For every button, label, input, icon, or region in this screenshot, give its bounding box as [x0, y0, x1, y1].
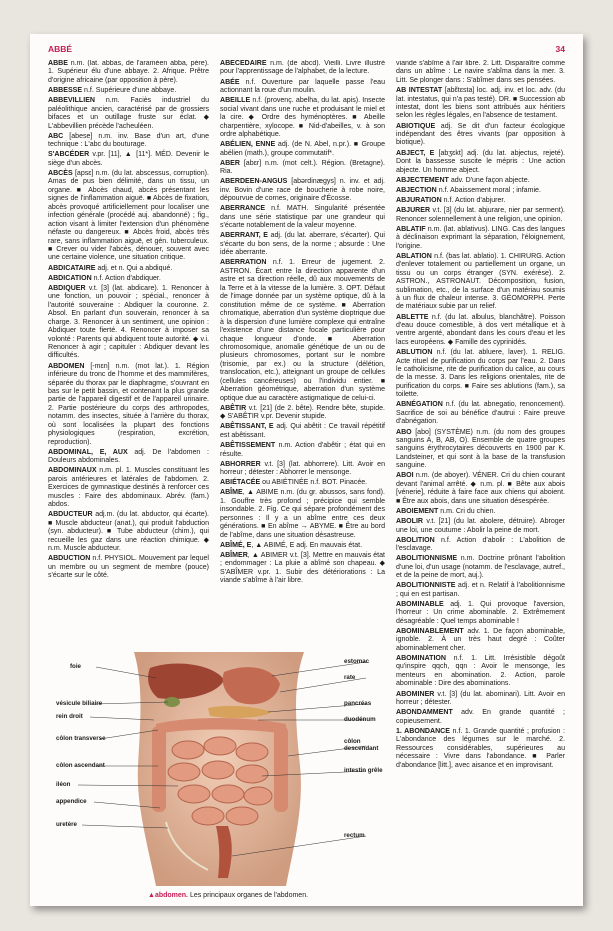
label-gallbladder: vésicule biliaire	[56, 700, 103, 707]
dictionary-entry	[396, 226, 565, 251]
dictionary-entry	[396, 123, 565, 148]
entry-definition: n.m. pl. 1. Muscles constituant les parois antérieures et latérales de l'abdomen. 2. Exercices de gymnastique destinés à renforcer ces muscles : Faire des abdominaux. Abrév. (fam.) abdos.	[48, 467, 209, 509]
entry-definition: n.m. (de aboyer). VÉNER. Cri du chien courant devant l'animal arrêté. ◆ n.m. pl. ■ Bête aux abois [vénerie], réduite à faire face aux chiens qui aboient. ■ Être aux abois, dans une situation désespérée.	[396, 472, 565, 505]
dictionary-entry	[220, 205, 385, 230]
entry-headword: ABJURER	[396, 207, 431, 215]
entry-headword: AB INTESTAT	[396, 87, 443, 95]
dictionary-entry	[396, 187, 565, 195]
entry-headword: ABC	[48, 132, 64, 140]
entry-definition: ou ABIÉTINÉE n.f. BOT. Pinacée.	[260, 479, 368, 487]
dictionary-entry	[48, 97, 209, 131]
entry-headword: ABLETTE	[396, 313, 429, 321]
entry-headword: ABBÉ	[48, 60, 68, 67]
entry-definition: v.t. [3] (du lat. abominari). Litt. Avoir en horreur ; détester.	[396, 690, 565, 706]
label-rectum: rectum	[344, 832, 365, 839]
entry-definition: n.f. (du lat. abluere, laver). 1. RELIG. Acte rituel de purification du corps par l'eau. 2. Dans le catholicisme, rite de purification du calice, au cours de la messe. 3. Dans les religions orientales, rite de purification du corps. ■ Faire ses ablutions (fam.), sa toilette.	[396, 349, 565, 399]
entry-definition: , ▲ ABIME n.m. (du gr. abussos, sans fond). 1. Gouffre très profond ; précipice qui semble insondable. 2. Fig. Ce qui sépare profondément des personnes : Il y a un abîme entre ces deux générations. ■ En abîme → ABYME. ■ Être au bord de l'abîme, dans une situation désastreuse.	[220, 489, 385, 539]
entry-headword: ABÊTIR	[220, 404, 247, 412]
entry-headword: ABOMINABLEMENT	[396, 627, 464, 635]
entry-headword: ABERRATION	[220, 259, 267, 267]
entry-headword: ABOLITIONNISME	[396, 555, 458, 563]
label-descending-colon: côlon descendant	[344, 738, 379, 752]
entry-headword: ABOMINABLE	[396, 600, 444, 608]
entry-definition: n.f. 1. Grande quantité ; profusion : L'abondance des légumes sur le marché. 2. Ressources considérables, supérieures au nécessaire : Vivre dans l'abondance. ■ Parler d'abondance [litt.], avec aisance et en improvisant.	[396, 727, 565, 769]
dictionary-entry	[48, 133, 209, 150]
dictionary-entry	[396, 401, 565, 426]
entry-headword: ABLATION	[396, 252, 432, 260]
entry-definition: n.f. Abaissement moral ; infamie.	[436, 186, 541, 194]
dictionary-entry	[220, 259, 385, 403]
dictionary-entry	[396, 150, 565, 175]
dictionary-entry	[220, 60, 385, 77]
entry-headword: ABIÉTACÉE	[220, 479, 261, 487]
entry-headword: 1. ABONDANCE	[396, 727, 450, 735]
entry-definition: n.f. (du lat. albulus, blanchâtre). Poisson d'eau douce comestible, à dos vert métallique et à ventre argenté, abondant dans les cours d'eau et les lacs européens. ◆ Famille des cyprinidés.	[396, 313, 565, 346]
dictionary-entry	[396, 314, 565, 348]
dictionary-entry	[220, 160, 385, 177]
dictionary-entry	[220, 461, 385, 478]
entry-definition: v.t. [3] (lat. abdicare). 1. Renoncer à une fonction, un pouvoir ; spécial., renoncer à l'autorité souveraine : Abdiquer la couronne. 2. Absol. En parlant d'un souverain, renoncer à sa charge. 3. Renoncer à un sentiment, une opinion : Abdiquer toute fierté. 4. Renoncer à imposer sa volonté : Parents qui abdiquent toute autorité. ◆ v.i. Renoncer à agir ; capituler : Abdiquer devant les difficultés.	[48, 284, 209, 360]
dictionary-entry	[396, 349, 565, 400]
entry-headword: ABOLITION	[396, 536, 435, 544]
entry-definition: v.t. [3] (du lat. abjurare, nier par serment). Renoncer solennellement à une religion, une opinion.	[396, 207, 565, 223]
entry-headword: ABÎMÉ, E	[220, 541, 252, 549]
dictionary-entry	[396, 628, 565, 653]
entry-definition: [abɛr] n.m. (mot celt.). Région. (Bretagne). Ria.	[220, 159, 385, 176]
dictionary-entry	[396, 207, 565, 224]
entry-definition: n.f. Action d'abdiquer.	[91, 274, 161, 282]
entry-headword: ABEILLE	[220, 97, 251, 105]
entry-definition: adj. 1. Qui provoque l'aversion, l'horreur : Un crime abominable. 2. Extrêmement désagréable : Quel temps abominable !	[396, 600, 565, 625]
entry-headword: ABHORRER	[220, 460, 261, 468]
dictionary-entry	[48, 151, 209, 168]
dictionary-entry	[396, 253, 565, 312]
entry-headword: ABDICATION	[48, 274, 92, 282]
dictionary-entry	[48, 285, 209, 361]
entry-definition: [apsɛ] n.m. (du lat. abscessus, corruption). Amas de pus bien délimité, dans un tissu, un organe. ■ Abcès chaud, abcès présentant les signes de l'inflammation aiguë. ■ Abcès de fixation, abcès provoqué artificiellement pour localiser une infection générale (procédé auj. abandonné) ; fig., action visant à limiter l'extension d'un phénomène néfaste ou dangereux. ■ Abcès froid, abcès très rare, sans inflammation aiguë, et gén. tuberculeux. ■ Crever ou vider l'abcès, dénouer, souvent avec une certaine violence, une situation critique.	[48, 169, 209, 262]
running-header	[48, 44, 565, 58]
dictionary-entry	[220, 232, 385, 257]
dictionary-entry	[220, 442, 385, 459]
entry-headword: ABERRANCE	[220, 205, 266, 213]
entry-definition: v.t. [21] (du lat. abolere, détruire). Abroger une loi, une coutume : Abolir la peine de mort.	[396, 518, 565, 534]
entry-definition: adv. En grande quantité ; copieusement.	[396, 709, 565, 725]
dictionary-entry	[48, 87, 209, 95]
entry-definition: n.m. (de abcd). Vieilli. Livre illustré pour l'apprentissage de l'alphabet, de la lecture.	[220, 60, 385, 76]
entry-headword: ABDOMINAL, E, AUX	[48, 448, 128, 456]
caption-triangle-icon: ▲	[148, 892, 155, 899]
entry-headword: ABJECT, E	[396, 149, 435, 157]
entry-definition: n.m. (lat. ablativus). LING. Cas des langues à déclinaison exprimant la séparation, l'éloignement, l'origine.	[396, 225, 565, 250]
entry-headword: ABDOMINAUX	[48, 467, 97, 475]
dictionary-entry	[396, 508, 565, 516]
entry-definition: [abʒɛkt] adj. (du lat. abjectus, rejeté). Dont la bassesse suscite le mépris : Une action abjecte. Un homme abject.	[396, 149, 565, 174]
dictionary-entry	[48, 363, 209, 448]
entry-definition: [abese] n.m. inv. Base d'un art, d'une technique : L'abc du bouturage.	[48, 132, 209, 149]
dictionary-entry	[396, 177, 565, 185]
label-stomach: estomac	[344, 658, 370, 665]
dictionary-entry	[396, 60, 565, 85]
entry-headword: ABÎME	[220, 489, 243, 497]
entry-definition: n.f. PHYSIOL. Mouvement par lequel un membre ou un segment de membre (pouce) s'écarte sur le côté.	[48, 555, 209, 580]
entry-definition: adj. De l'abdomen : Douleurs abdominales.	[48, 448, 209, 465]
column-3	[396, 60, 565, 896]
entry-definition: adj. (du lat. aberrare, s'écarter). Qui s'écarte du bon sens, de la norme ; absurde : Une idée aberrante.	[220, 232, 385, 257]
entry-definition: n.f. Action d'abolir : L'abolition de l'esclavage.	[396, 536, 565, 553]
entry-definition: n.m. Doctrine prônant l'abolition d'une loi, d'un usage (notamm. de l'esclavage, autref., et de la peine de mort, auj.).	[396, 555, 565, 580]
dictionary-entry	[48, 555, 209, 580]
dictionary-entry	[48, 275, 209, 283]
entry-definition: v.t. [21] (de 2. bête). Rendre bête, stupide. ◆ S'ABÊTIR v.pr. Devenir stupide.	[220, 404, 385, 421]
entry-headword: ABCÈS	[48, 169, 73, 177]
entry-definition: , ▲ ABIMER v.t. [3]. Mettre en mauvais état ; endommager : La pluie a abîmé son chapeau. ◆ S'ABÎMER v.pr. 1. Subir des détériorations : La viande s'abîme à l'air libre.	[220, 551, 385, 585]
entry-definition: n.f. (provenç. abelha, du lat. apis). Insecte social vivant dans une ruche et produisant le miel et la cire. ◆ Ordre des hyménoptères. ■ Abeille charpentière, xylocope. ■ Nid-d'abeilles, v. à son ordre alphabétique.	[220, 97, 385, 138]
label-right-kidney: rein droit	[56, 713, 83, 720]
entry-definition: n.m. (lat. abbas, de l'araméen abba, père). 1. Supérieur élu d'une abbaye. 2. Afrique. Prêtre d'origine africaine (par opposition à père).	[48, 60, 209, 84]
entry-definition: n.f. (bas lat. ablatio). 1. CHIRURG. Action d'enlever totalement ou partiellement un organe, un tissu ou un corps étranger (SYN. exérèse). 2. ASTRON., ASTRONAUT. Décomposition, fusion, sublimation, etc., de la surface d'un matériau soumis à un flux de chaleur intense. 3. GÉOMORPH. Perte de matériaux subie par un relief.	[396, 252, 565, 311]
entry-headword: ABNÉGATION	[396, 401, 443, 409]
dictionary-entry	[396, 429, 565, 471]
caption-text: Les principaux organes de l'abdomen.	[188, 892, 309, 899]
dictionary-entry	[396, 518, 565, 535]
dictionary-entry	[396, 472, 565, 506]
entry-definition: [-mɛn] n.m. (mot lat.). 1. Région inférieure du tronc de l'homme et des mammifères, séparée du thorax par le diaphragme, s'ouvrant en bas sur le petit bassin, et contenant la plus grande partie de l'appareil digestif et de l'appareil urinaire. 2. Partie postérieure du corps des arthropodes, notamm. des insectes, située à l'arrière du thorax, où sont localisées la plupart des fonctions physiologiques (respiration, excrétion, reproduction).	[48, 362, 209, 446]
entry-headword: ABÉE	[220, 78, 240, 86]
entry-headword: ABERDEEN-ANGUS	[220, 178, 288, 186]
entry-headword: ABOLITIONNISTE	[396, 582, 456, 590]
entry-definition: n.f. Action d'abjurer.	[441, 196, 506, 204]
dictionary-entry	[48, 60, 209, 85]
entry-definition: v.t. [3] (lat. abhorrere). Litt. Avoir en horreur ; détester : Abhorrer le mensonge.	[220, 460, 385, 477]
label-pancreas: pancréas	[344, 700, 372, 707]
entry-headword: ABOMINER	[396, 690, 435, 698]
entry-headword: ABOMINATION	[396, 655, 446, 663]
label-ileum: iléon	[56, 781, 71, 788]
column-2	[220, 60, 385, 642]
label-liver: foie	[70, 663, 82, 670]
entry-headword: ABER	[220, 159, 240, 167]
entry-headword: S'ABCÉDER	[48, 151, 90, 159]
entry-definition: , ▲ ABIMÉ, E adj. En mauvais état.	[251, 541, 363, 549]
entry-headword: ABOI	[396, 472, 414, 480]
dictionary-entry	[220, 552, 385, 586]
dictionary-entry	[396, 87, 565, 121]
dictionary-entry	[220, 141, 385, 158]
entry-headword: ABJECTION	[396, 186, 437, 194]
entry-headword: ABONDAMMENT	[396, 709, 453, 717]
dictionary-entry	[396, 601, 565, 626]
dictionary-entry	[220, 489, 385, 540]
entry-headword: ABDICATAIRE	[48, 264, 96, 272]
entry-definition: n.m. Faciès industriel du paléolithique ancien, caractérisé par de grossiers bifaces et un outillage fruste sur éclat. ◆ L'abbevillien précède l'acheuléen.	[48, 97, 209, 130]
entry-headword: ABOLIR	[396, 518, 424, 526]
dictionary-entry	[48, 467, 209, 509]
dictionary-entry	[396, 582, 565, 599]
dictionary-entry	[396, 728, 565, 770]
label-transverse-colon: côlon transverse	[56, 735, 106, 742]
entry-headword: ABLUTION	[396, 349, 433, 357]
descending-colon-shape	[274, 726, 288, 812]
entry-definition: n.m. Cri du chien.	[438, 507, 496, 515]
dictionary-entry	[396, 537, 565, 554]
entry-definition: [abɛ̃tɛsta] loc. adj. inv. et loc. adv. (du lat. intestatus, qui n'a pas testé). DR. ■ Succession ab intestat, dont les biens sont attribués aux héritiers selon les règles légales, en l'absence de testament.	[396, 87, 565, 120]
entry-definition: adv. D'une façon abjecte.	[448, 176, 530, 184]
dictionary-entry	[48, 511, 209, 553]
entry-definition: v.pr. [11], ▲ [11*]. MÉD. Devenir le siège d'un abcès.	[48, 151, 209, 167]
dictionary-page	[30, 34, 583, 906]
label-duodenum: duodénum	[344, 716, 376, 723]
entry-headword: ABJURATION	[396, 196, 442, 204]
dictionary-entry	[396, 555, 565, 580]
entry-headword: ABDIQUER	[48, 284, 86, 292]
entry-headword: ABDOMEN	[48, 362, 85, 370]
label-appendix: appendice	[56, 798, 87, 805]
entry-headword: ABDUCTEUR	[48, 511, 93, 519]
entry-headword: ABLATIF	[396, 225, 426, 233]
caption-headword: abdomen.	[154, 892, 188, 899]
entry-definition: viande s'abîme à l'air libre. 2. Litt. Disparaître comme dans un abîme : Le navire s'abîma dans la mer. 3. Litt. Se plonger dans : S'abîmer dans ses pensées.	[396, 60, 565, 84]
entry-definition: n.f. 1. Litt. Irrésistible dégoût qu'inspire qqch, qqn : Avoir le mensonge, les menteurs en abomination. 2. Action, parole abominable : Dire des abominations.	[396, 655, 565, 688]
figure-caption	[148, 892, 308, 899]
dictionary-entry	[220, 423, 385, 440]
entry-definition: n.m. Action d'abêtir ; état qui en résulte.	[220, 442, 385, 458]
entry-headword: ABÉCÉDAIRE	[220, 60, 267, 67]
dictionary-entry	[396, 655, 565, 689]
entry-definition: [abərdinægys] n. inv. et adj. inv. Bovin d'une race de boucherie à robe noire, dépourvue de cornes, originaire d'Écosse.	[220, 178, 385, 203]
abdomen-illustration	[48, 646, 386, 902]
dictionary-entry	[48, 170, 209, 263]
label-spleen: rate	[344, 674, 356, 681]
entry-headword: ABO	[396, 428, 412, 436]
entry-definition: adj. Qui abêtit : Ce travail répétitif est abêtissant.	[220, 423, 385, 439]
entry-definition: adj. et n. Qui a abdiqué.	[95, 264, 173, 272]
entry-headword: ABÎMER	[220, 551, 248, 559]
entry-headword: ABOIEMENT	[396, 507, 439, 515]
entry-definition: n.f. Ouverture par laquelle passe l'eau actionnant la roue d'un moulin.	[220, 78, 385, 95]
label-small-intestine: intestin grêle	[344, 767, 383, 774]
dictionary-entry	[220, 178, 385, 203]
entry-definition: adj. Se dit d'un facteur écologique indépendant des êtres vivants (par opposition à biotique).	[396, 122, 565, 147]
entry-definition: n.f. (du lat. abnegatio, renoncement). Sacrifice de soi au bénéfice d'autrui : Faire preuve d'abnégation.	[396, 401, 565, 426]
entry-headword: ABBESSE	[48, 87, 83, 95]
header-headword: ABBÉ	[48, 44, 73, 54]
column-1	[48, 60, 209, 642]
entry-definition: adj. (de N. Abel, n.pr.). ■ Groupe abélien (math.), groupe commutatif*.	[220, 141, 385, 157]
dictionary-entry	[220, 79, 385, 96]
ascending-colon-shape	[152, 726, 166, 812]
dictionary-entry	[396, 691, 565, 708]
dictionary-entry	[220, 479, 385, 487]
entry-headword: ABÉLIEN, ENNE	[220, 141, 276, 149]
label-ascending-colon: côlon ascendant	[56, 762, 105, 769]
dictionary-entry	[220, 542, 385, 550]
label-ureter: uretère	[56, 821, 77, 828]
entry-headword: ABÊTISSANT, E	[220, 423, 274, 431]
entry-definition: n.f. MATH. Singularité présentée dans une série statistique par une grandeur qui s'écarte notablement de la valeur moyenne.	[220, 205, 385, 230]
entry-definition: adv. 1. De façon abominable, ignoble. 2. À un très haut degré : Coûter abominablement cher.	[396, 627, 565, 652]
dictionary-entry	[220, 405, 385, 422]
entry-headword: ABDUCTION	[48, 555, 91, 563]
entry-headword: ABERRANT, E	[220, 232, 268, 240]
dictionary-entry	[220, 97, 385, 139]
entry-definition: [abo] (SYSTÈME) n.m. (du nom des groupes sanguins A, B, AB, O). Ensemble de quatre groupes sanguins érythrocytaires découverts en 1900 par K. Landsteiner, et qui sont à la base de la transfusion sanguine.	[396, 428, 565, 470]
dictionary-entry	[48, 449, 209, 466]
entry-definition: n.f. 1. Erreur de jugement. 2. ASTRON. Écart entre la direction apparente d'un astre et sa direction réelle, dû aux mouvements de la Terre et à la vitesse de la lumière. 3. OPT. Défaut de l'image donnée par un système optique, dû à la constitution même de ce système. ■ Aberration chromatique, aberration d'un système dioptrique due à la dispersion d'une lumière complexe qui entraîne l'existence d'une distance focale particulière pour chaque longueur d'onde. ■ Aberration chromosomique, anomalie génétique de un ou de plusieurs chromosomes, portant sur le nombre (trisomie, par ex.) ou la structure (délétion, translocation, etc.), atteignant un groupe de cellules (cellules cancéreuses) ou l'individu entier. ■ Aberration géométrique, aberration d'un système optique due au caractère astigmatique de celui-ci.	[220, 259, 385, 402]
entry-definition: adj.m. (du lat. abductor, qui écarte). ■ Muscle abducteur (anat.), qui produit l'abduction (syn. abducteur). ■ Tube abducteur (chim.), qui recueille les gaz dans une réaction chimique. ◆ n.m. Muscle abducteur.	[48, 511, 209, 553]
entry-definition: n.f. Supérieure d'une abbaye.	[82, 87, 177, 95]
dictionary-entry	[396, 709, 565, 726]
entry-definition: adj. et n. Relatif à l'abolitionnisme ; qui en est partisan.	[396, 582, 565, 598]
entry-headword: ABJECTEMENT	[396, 176, 449, 184]
entry-headword: ABIOTIQUE	[396, 122, 436, 130]
entry-headword: ABBEVILLIEN	[48, 97, 95, 105]
dictionary-entry	[396, 197, 565, 205]
dictionary-entry	[48, 265, 209, 273]
entry-headword: ABÊTISSEMENT	[220, 442, 276, 450]
page-number: 34	[555, 44, 565, 54]
